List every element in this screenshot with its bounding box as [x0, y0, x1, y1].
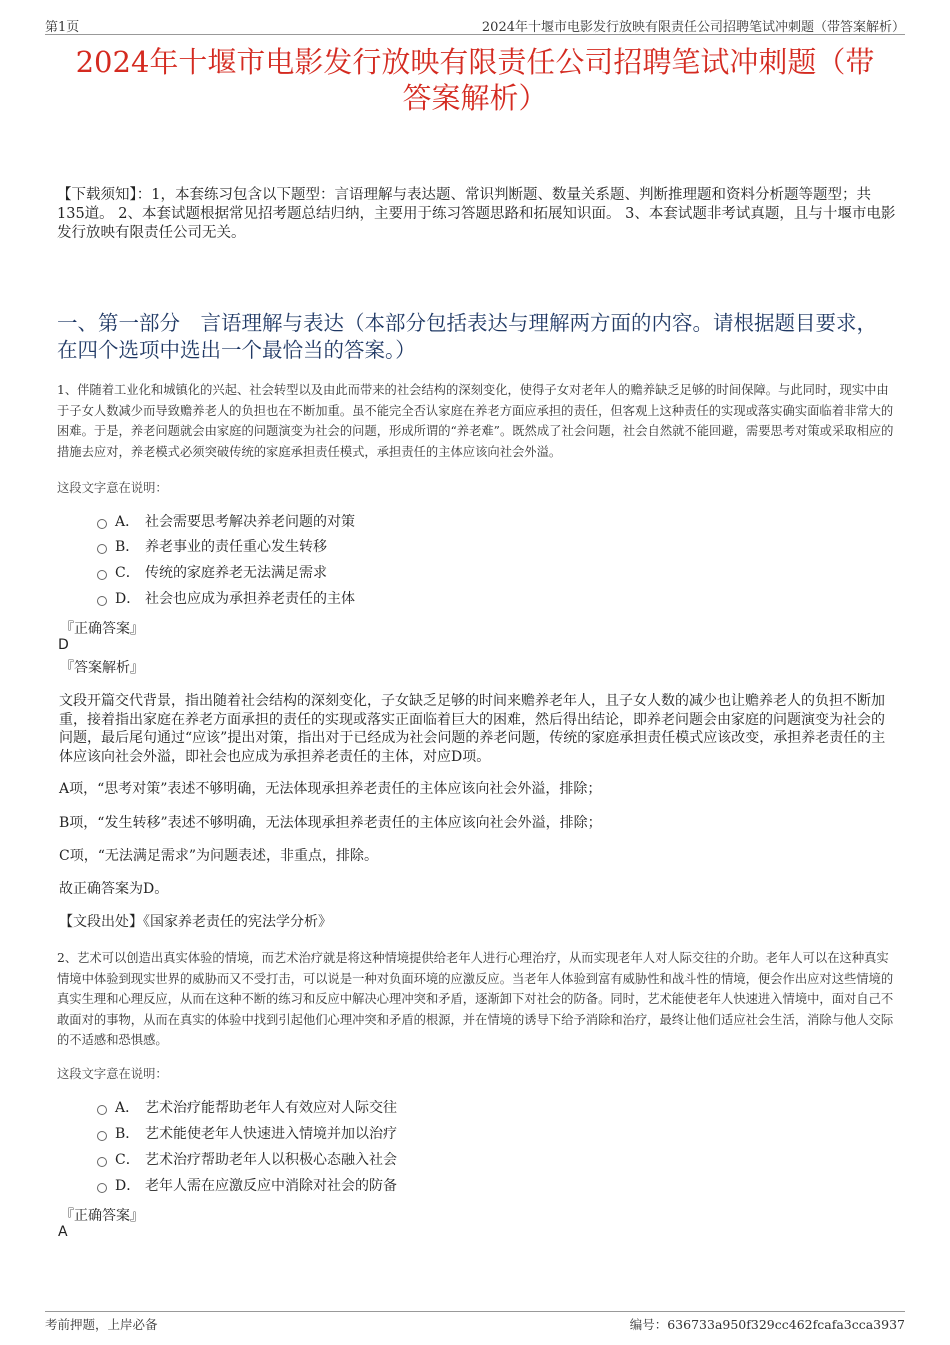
option-text: 艺术治疗帮助老年人以积极心态融入社会	[145, 1152, 397, 1168]
option-text: 传统的家庭养老无法满足需求	[145, 565, 327, 581]
option-text: 艺术能使老年人快速进入情境并加以治疗	[145, 1126, 397, 1142]
option-text: 艺术治疗能帮助老年人有效应对人际交往	[145, 1100, 397, 1116]
question-1-text: 1、伴随着工业化和城镇化的兴起、社会转型以及由此而带来的社会结构的深刻变化，使得子女对老年人的赡养缺乏足够的时间保障。与此同时，现实中由于子女人数减少而导致赡养老人的负担也在不断加重。虽不能完全否认家庭在养老方面应承担的责任，但客观上这种责任的实现或落实确实面临着非常大的困难。于是，养老问题就会由家庭的问题演变为社会的问题，形成所谓的“养老难”。既然成了社会问题，社会自然就不能回避，需要思考对策或采取相应的措施去应对，养老模式必须突破传统的家庭承担责任模式，承担责任的主体应该向社会外溢。	[57, 383, 894, 459]
radio-icon[interactable]	[97, 1131, 107, 1141]
q1-conclusion: 故正确答案为D。	[59, 881, 169, 897]
option-letter: C．	[115, 565, 140, 581]
page-number: 第1页	[45, 20, 80, 35]
q1-source: 【文段出处】《国家养老责任的宪法学分析》	[59, 914, 332, 930]
q1-option-a[interactable]	[97, 512, 355, 532]
option-letter: D．	[115, 1178, 141, 1194]
page-footer	[45, 1311, 905, 1334]
radio-icon[interactable]	[97, 1105, 107, 1115]
radio-icon[interactable]	[97, 596, 107, 606]
q2-answer: A	[58, 1224, 68, 1240]
title-line-2: 答案解析）	[402, 81, 548, 115]
option-letter: D．	[115, 591, 141, 607]
q1-note-c: C项，“无法满足需求”为问题表述，非重点，排除。	[59, 848, 379, 864]
q1-option-c[interactable]	[97, 563, 327, 583]
q2-option-c[interactable]	[97, 1150, 397, 1170]
footer-serial-number: 编号：636733a950f329cc462fcafa3cca3937	[629, 1317, 905, 1332]
q1-note-b: B项，“发生转移”表述不够明确，无法体现承担养老责任的主体应该向社会外溢，排除；	[59, 815, 602, 831]
radio-icon[interactable]	[97, 519, 107, 529]
title-line-1: 2024年十堰市电影发行放映有限责任公司招聘笔试冲刺题（带	[75, 45, 875, 79]
option-text: 社会需要思考解决养老问题的对策	[145, 514, 355, 530]
radio-icon[interactable]	[97, 1157, 107, 1167]
radio-icon[interactable]	[97, 570, 107, 580]
option-letter: B．	[115, 539, 140, 555]
option-text: 养老事业的责任重心发生转移	[145, 539, 327, 555]
q1-answer: D	[58, 637, 69, 653]
q2-option-b[interactable]	[97, 1124, 397, 1144]
question-1-prompt: 这段文字意在说明：	[57, 481, 168, 495]
page-title	[40, 44, 910, 116]
option-letter: A．	[115, 514, 140, 530]
page-header	[45, 14, 905, 35]
option-letter: C．	[115, 1152, 140, 1168]
option-letter: B．	[115, 1126, 140, 1142]
option-letter: A．	[115, 1100, 140, 1116]
q2-answer-label: 『正确答案』	[60, 1208, 144, 1224]
question-2-prompt: 这段文字意在说明：	[57, 1067, 168, 1081]
download-notice: 【下载须知】：1，本套练习包含以下题型：言语理解与表达题、常识判断题、数量关系题、判断推理题和资料分析题等题型；共135道。 2、本套试题根据常见招考题总结归纳，主要用于练习答题思路和拓展知识面。 3、本套试题非考试真题，且与十堰市电影发行放映有限责任公司无关。	[57, 187, 896, 241]
q1-note-a: A项，“思考对策”表述不够明确，无法体现承担养老责任的主体应该向社会外溢，排除；	[59, 781, 602, 797]
q1-analysis: 文段开篇交代背景，指出随着社会结构的深刻变化，子女缺乏足够的时间来赡养老年人，且子女人数的减少也让赡养老人的负担不断加重，接着指出家庭在养老方面承担的责任的实现或落实正面临着巨大的困难，然后得出结论，即养老问题会由家庭的问题演变为社会的问题，最后尾句通过“应该”提出对策，指出对于已经成为社会问题的养老问题，传统的家庭承担责任模式应该改变，承担养老责任的主体应该向社会外溢，即社会也应成为承担养老责任的主体，对应D项。	[59, 693, 886, 765]
question-2-text: 2、艺术可以创造出真实体验的情境，而艺术治疗就是将这种情境提供给老年人进行心理治疗，从而实现老年人对人际交往的介助。老年人可以在这种真实情境中体验到现实世界的威胁而又不受打击，可以说是一种对负面环境的应激反应。当老年人体验到富有威胁性和战斗性的情境，便会作出应对这些情境的真实生理和心理反应，从而在这种不断的练习和反应中解决心理冲突和矛盾，逐渐卸下对社会的防备。同时，艺术能使老年人快速进入情境中，面对自己不敢面对的事物，从而在真实的体验中找到引起他们心理冲突和矛盾的根源，并在情境的诱导下给予消除和治疗，最终让他们适应社会生活，消除与他人交际的不适感和恐惧感。	[57, 951, 894, 1047]
radio-icon[interactable]	[97, 544, 107, 554]
q1-option-b[interactable]	[97, 537, 327, 557]
header-doc-title: 2024年十堰市电影发行放映有限责任公司招聘笔试冲刺题（带答案解析）	[481, 20, 905, 35]
q2-option-a[interactable]	[97, 1098, 397, 1118]
q1-analysis-label: 『答案解析』	[60, 660, 144, 676]
footer-slogan: 考前押题，上岸必备	[45, 1317, 158, 1332]
section-heading: 一、第一部分 言语理解与表达（本部分包括表达与理解两方面的内容。请根据题目要求，在四个选项中选出一个最恰当的答案。）	[57, 311, 877, 362]
option-text: 老年人需在应激反应中消除对社会的防备	[145, 1178, 397, 1194]
radio-icon[interactable]	[97, 1183, 107, 1193]
option-text: 社会也应成为承担养老责任的主体	[145, 591, 355, 607]
q1-option-d[interactable]	[97, 589, 355, 609]
q1-answer-label: 『正确答案』	[60, 621, 144, 637]
q2-option-d[interactable]	[97, 1176, 397, 1196]
